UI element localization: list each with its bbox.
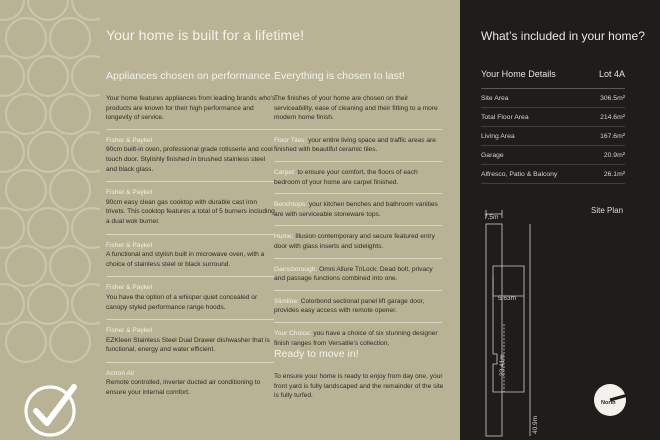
divider [274, 129, 442, 130]
appliance-brand: Actron Air [106, 369, 135, 377]
ready-text: To ensure your home is ready to enjoy from day one, your front yard is fully landscaped and the remainder of the site is fully turfed. [274, 373, 444, 400]
divider [106, 319, 274, 320]
appliances-column [106, 70, 276, 405]
finish-text: you have a choice of six stunning designer finish ranges from Versatile’s collection. [274, 329, 438, 347]
divider [106, 181, 274, 182]
home-details-table [481, 69, 625, 184]
finish-text: Omni Allure TriLock: Dead bolt, privacy and passage functions combined into one. [274, 265, 433, 283]
appliance-item [106, 241, 276, 270]
row-value: 214.6m² [600, 113, 625, 121]
divider [274, 225, 442, 226]
finishes-intro: The finishes of your home are chosen on their serviceability, ease of cleaning and their fitting to a more modern home finish. [274, 95, 438, 122]
finish-keyword: Floor Tiles: [274, 136, 307, 144]
row-label: Total Floor Area [481, 113, 529, 121]
details-row [481, 127, 625, 146]
details-row [481, 108, 625, 127]
finish-item [274, 265, 444, 284]
ready-heading: Ready to move in! [274, 348, 359, 361]
divider [274, 161, 442, 162]
row-value: 167.6m² [600, 132, 625, 140]
included-title: What’s included in your home? [481, 29, 645, 43]
dim-house-length: 23.41m [499, 354, 506, 376]
appliance-brand: Fisher & Paykel [106, 136, 153, 144]
finish-item [274, 329, 444, 348]
details-row [481, 165, 625, 184]
appliance-description: Remote controlled, inverter ducted air conditioning to ensure your internal comfort. [106, 379, 261, 397]
finishes-column [274, 70, 444, 401]
dim-depth: 40.9m [532, 415, 539, 434]
row-value: 20.9m² [603, 151, 625, 159]
site-plan-label: Site Plan [591, 206, 624, 215]
appliance-item [106, 283, 276, 312]
lot-boundary [486, 224, 502, 436]
row-value: 306.5m² [600, 94, 625, 102]
appliance-description: 90cm easy clean gas cooktop with durable cast iron trivets. This cooktop features a total of 5 burners including a dual wok burner. [106, 198, 275, 225]
appliance-item [106, 326, 276, 355]
appliance-brand: Fisher & Paykel [106, 284, 153, 292]
page-headline: Your home is built for a lifetime! [106, 27, 305, 43]
appliances-intro: Your home features appliances from leading brands who’s products are known for their high performance and longevity of service. [106, 95, 276, 122]
lot-number: Lot 4A [598, 69, 625, 79]
appliance-item [106, 136, 276, 174]
home-details-panel [460, 0, 660, 440]
finishes-heading: Everything is chosen to last! [274, 70, 405, 82]
details-label: Your Home Details [481, 69, 556, 79]
details-header [481, 69, 625, 89]
checkmark-icon [22, 381, 80, 439]
details-row [481, 89, 625, 108]
row-label: Garage [481, 151, 504, 159]
circle-pattern [0, 0, 100, 440]
finish-item [274, 136, 444, 155]
appliances-heading: Appliances chosen on performance. [106, 70, 274, 82]
appliance-brand: Fisher & Paykel [106, 327, 153, 335]
finish-keyword: Hume: [274, 233, 294, 241]
divider [274, 258, 442, 259]
house-footprint [493, 266, 524, 392]
finish-text: to ensure your comfort, the floors of each bedroom of your home are carpet finished. [274, 168, 418, 186]
finish-keyword: Benchtops: [274, 201, 307, 209]
row-value: 26.1m² [603, 170, 625, 178]
north-arrow-icon [594, 384, 628, 416]
finish-item [274, 297, 444, 316]
appliance-description: 90cm built-in oven, professional grade rotisserie and cool touch door. Stylishly finished in brushed stainless steel and black glass. [106, 146, 273, 173]
finish-text: your entire living space and traffic areas are finished with beautiful ceramic tiles. [274, 136, 436, 154]
appliance-description: A functional and stylish built in microwave oven, with a choice of stainless steel or black surround. [106, 251, 265, 268]
finish-text: Illusion contemporary and secure featured entry door with glass inserts and sidelights. [274, 233, 435, 250]
finish-text: your kitchen benches and bathroom vanities are with serviceable stoneware tops. [274, 201, 438, 218]
appliance-item [106, 369, 276, 398]
divider [274, 322, 442, 323]
finish-keyword: Your Choice: [274, 329, 312, 337]
finish-item [274, 168, 444, 187]
divider [106, 276, 274, 277]
divider [274, 290, 442, 291]
site-plan-drawing [464, 204, 654, 438]
appliance-item [106, 188, 276, 226]
north-label: North [601, 400, 616, 406]
divider [106, 362, 274, 363]
finish-keyword: Slimline: [274, 297, 299, 305]
divider [274, 193, 442, 194]
finish-keyword: Gainsborough: [274, 265, 318, 273]
finish-item [274, 232, 444, 251]
row-label: Site Area [481, 94, 509, 102]
appliance-brand: Fisher & Paykel [106, 241, 153, 249]
appliance-description: You have the option of a whisper quiet concealed or canopy styled performance range hoods. [106, 293, 258, 311]
appliance-brand: Fisher & Paykel [106, 189, 153, 197]
appliance-description: EZKleen Stainless Steel Dual Drawer dishwasher that is functional, energy and water efficient. [106, 336, 270, 354]
divider [106, 234, 274, 235]
divider [106, 129, 274, 130]
dim-inner: 5.63m [498, 295, 517, 302]
finish-item [274, 200, 444, 219]
row-label: Living Area [481, 132, 515, 140]
finish-keyword: Carpet: [274, 168, 296, 176]
dim-width: 7.5m [484, 214, 499, 221]
details-row [481, 146, 625, 165]
row-label: Alfresco, Patio & Balcony [481, 170, 558, 178]
finish-text: Colorbond sectional panel lift garage door, provides easy access with remote opener. [274, 297, 425, 315]
